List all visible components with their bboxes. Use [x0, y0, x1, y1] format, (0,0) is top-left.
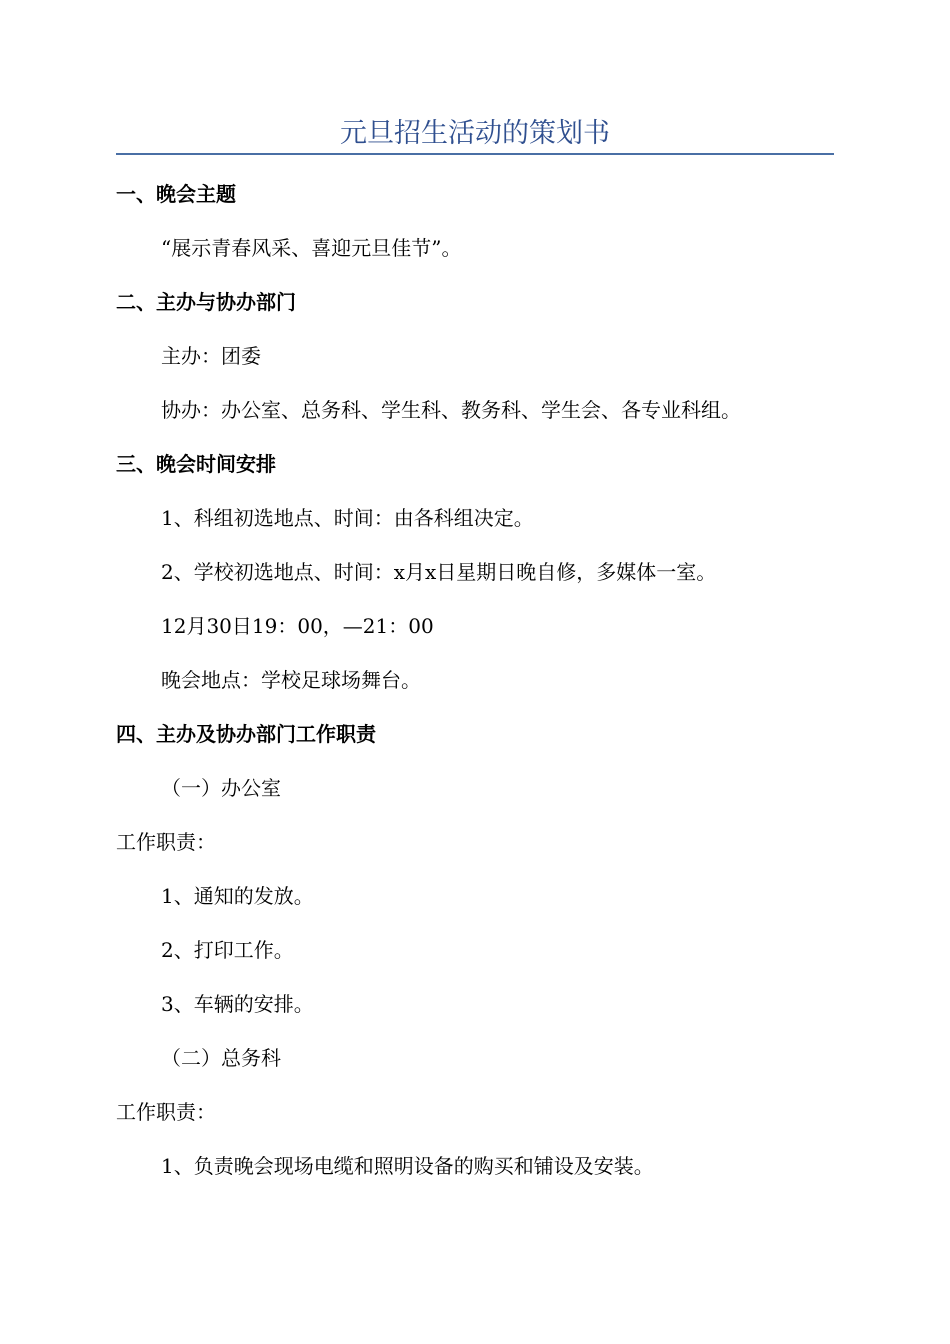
duty-label-office: 工作职责：	[116, 830, 216, 854]
paragraph-cohost: 协办：办公室、总务科、学生科、教务科、学生会、各专业科组。	[161, 398, 741, 422]
paragraph-host: 主办：团委	[161, 344, 261, 368]
title-underline	[116, 153, 834, 155]
subheading-office: （一）办公室	[161, 776, 281, 800]
duty-item-2: 2、打印工作。	[161, 938, 294, 962]
duty-item-1: 1、通知的发放。	[161, 884, 314, 908]
section-heading-schedule: 三、晚会时间安排	[116, 452, 276, 476]
subheading-general-affairs: （二）总务科	[161, 1046, 281, 1070]
paragraph-schedule-1: 1、科组初选地点、时间：由各科组决定。	[161, 506, 534, 530]
paragraph-theme: “展示青春风采、喜迎元旦佳节”。	[161, 236, 462, 260]
paragraph-schedule-venue: 晚会地点：学校足球场舞台。	[161, 668, 421, 692]
paragraph-schedule-time: 12月30日19：00，—21：00	[161, 614, 434, 638]
section-heading-theme: 一、晚会主题	[116, 182, 236, 206]
document-title: 元旦招生活动的策划书	[340, 118, 610, 149]
duty-label-general-affairs: 工作职责：	[116, 1100, 216, 1124]
section-heading-duties: 四、主办及协办部门工作职责	[116, 722, 376, 746]
section-heading-organizers: 二、主办与协办部门	[116, 290, 296, 314]
duty-item-4: 1、负责晚会现场电缆和照明设备的购买和铺设及安装。	[161, 1154, 654, 1178]
duty-item-3: 3、车辆的安排。	[161, 992, 314, 1016]
paragraph-schedule-2: 2、学校初选地点、时间：x月x日星期日晚自修，多媒体一室。	[161, 560, 717, 584]
